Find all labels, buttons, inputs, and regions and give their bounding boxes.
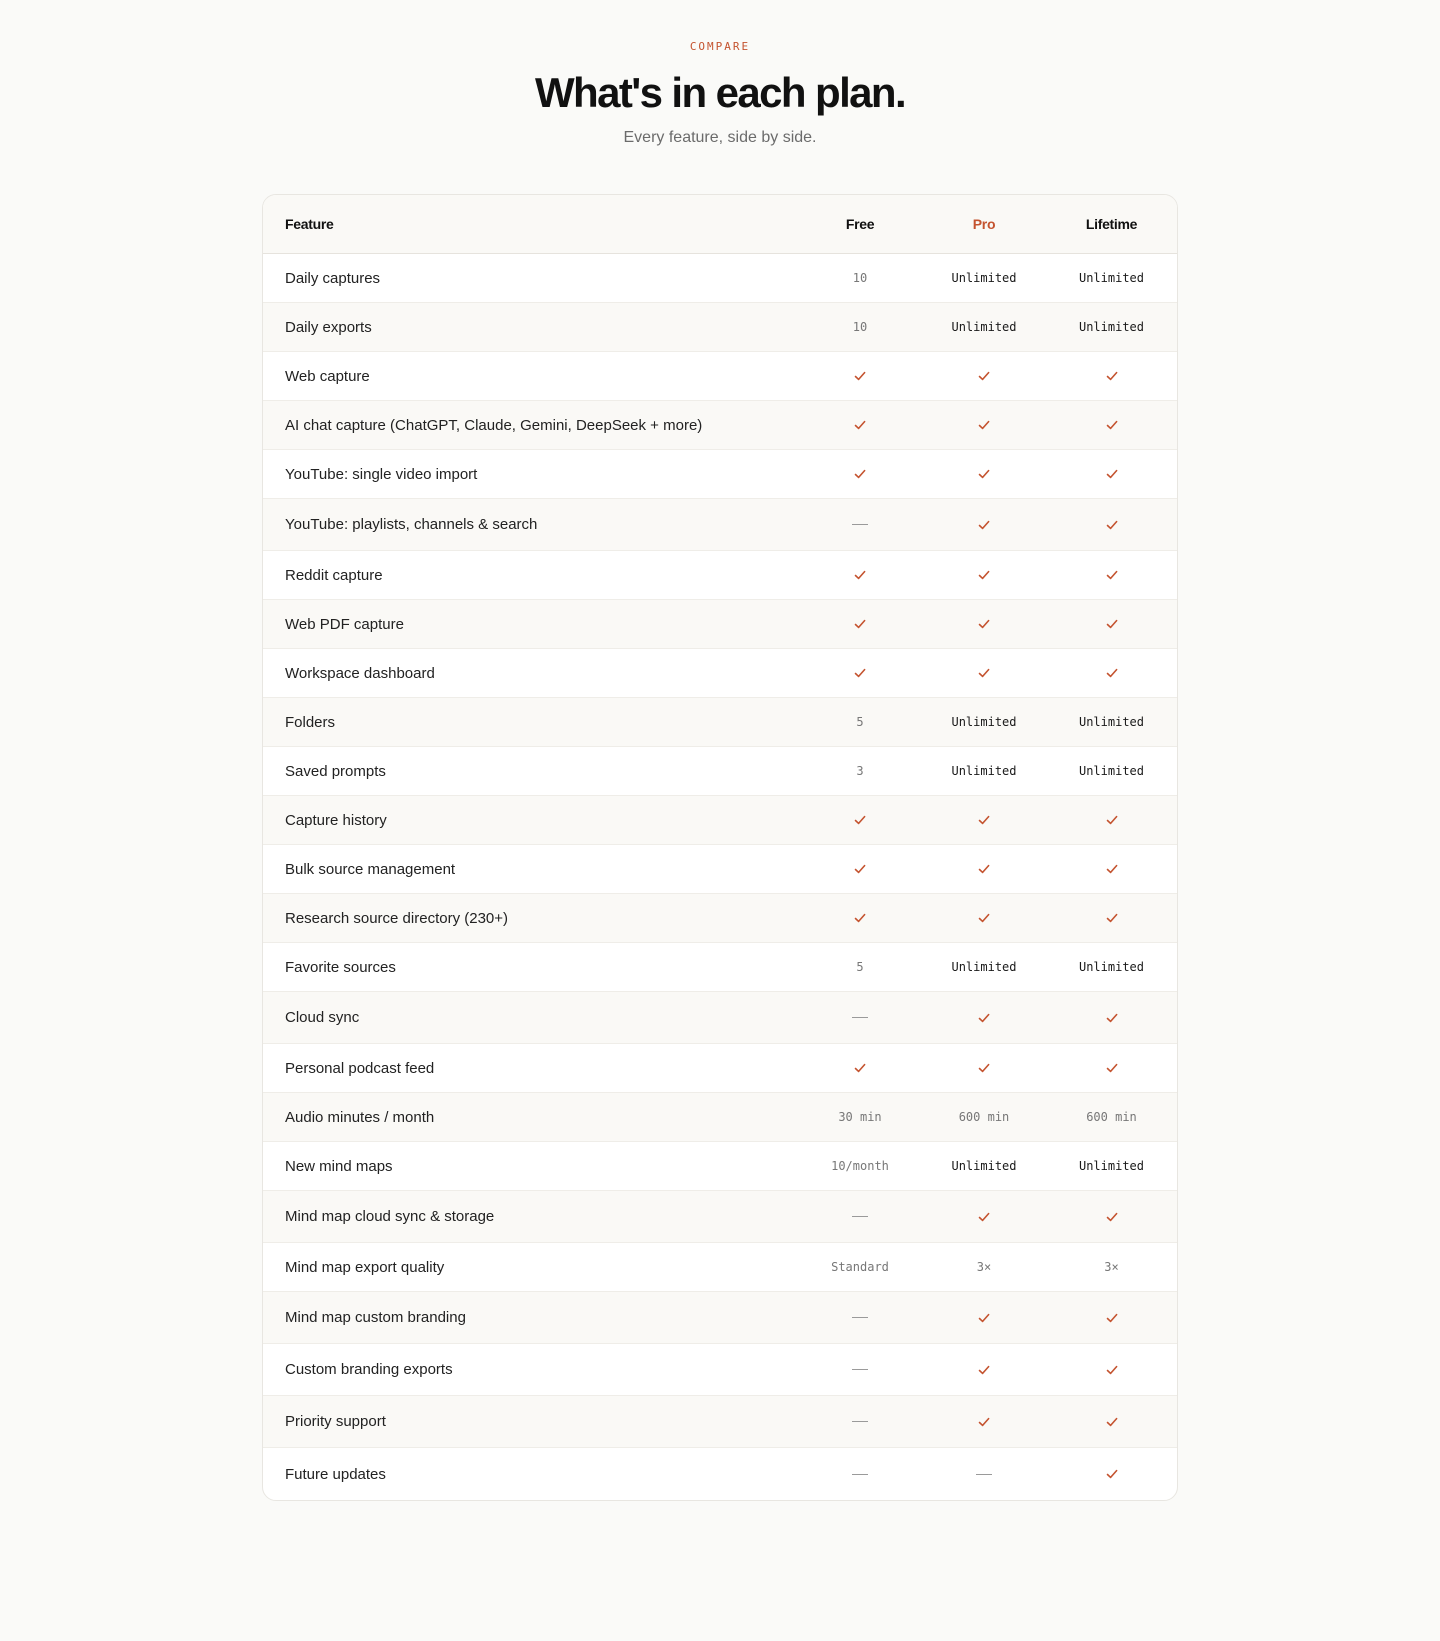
cell-pro	[922, 1210, 1046, 1224]
dash-icon	[852, 1216, 868, 1217]
check-icon	[977, 911, 991, 925]
plan-value: 600 min	[958, 1110, 1010, 1124]
eyebrow-label: COMPARE	[689, 40, 751, 53]
cell-pro	[922, 617, 1046, 631]
check-icon	[1105, 1011, 1119, 1025]
cell-pro	[922, 320, 1046, 334]
check-icon	[1105, 1415, 1119, 1429]
table-row	[263, 551, 1177, 600]
check-icon	[977, 369, 991, 383]
page-title: What's in each plan.	[534, 69, 906, 116]
cell-lifetime	[1046, 911, 1177, 925]
dash-icon	[852, 1474, 868, 1475]
dash-icon	[852, 1017, 868, 1018]
column-header-pro: Pro	[972, 216, 996, 232]
cell-pro	[922, 518, 1046, 532]
feature-name: Web capture	[285, 367, 370, 385]
cell-lifetime	[1046, 666, 1177, 680]
table-row	[263, 1448, 1177, 1500]
cell-lifetime	[1046, 1260, 1177, 1274]
cell-pro	[922, 369, 1046, 383]
cell-pro	[922, 271, 1046, 285]
cell-lifetime	[1046, 418, 1177, 432]
feature-name: Folders	[285, 713, 336, 731]
check-icon	[977, 467, 991, 481]
table-row	[263, 894, 1177, 943]
check-icon	[977, 1061, 991, 1075]
plan-value: Unlimited	[951, 764, 1017, 778]
check-icon	[853, 862, 867, 876]
column-header-lifetime: Lifetime	[1085, 216, 1138, 232]
feature-name: Research source directory (230+)	[285, 909, 509, 927]
check-icon	[1105, 418, 1119, 432]
check-icon	[1105, 666, 1119, 680]
check-icon	[1105, 1061, 1119, 1075]
check-icon	[977, 418, 991, 432]
plan-value: Unlimited	[1078, 715, 1145, 729]
plan-value: Unlimited	[1078, 764, 1145, 778]
cell-lifetime	[1046, 1311, 1177, 1325]
check-icon	[853, 666, 867, 680]
table-row	[263, 1093, 1177, 1142]
check-icon	[1105, 617, 1119, 631]
table-row	[263, 1191, 1177, 1243]
cell-free	[798, 369, 922, 383]
cell-free	[798, 320, 922, 334]
cell-free	[798, 960, 922, 974]
feature-name: Priority support	[285, 1413, 386, 1430]
feature-name: Bulk source management	[285, 860, 456, 878]
cell-lifetime	[1046, 764, 1177, 778]
cell-pro	[922, 1260, 1046, 1274]
cell-free	[798, 568, 922, 582]
plan-value: Unlimited	[951, 271, 1017, 285]
cell-lifetime	[1046, 1210, 1177, 1224]
check-icon	[977, 1363, 991, 1377]
feature-name: Mind map cloud sync & storage	[285, 1208, 495, 1225]
cell-pro	[922, 862, 1046, 876]
cell-lifetime	[1046, 518, 1177, 532]
plan-value: Unlimited	[1078, 320, 1145, 334]
dash-icon	[852, 1421, 868, 1422]
check-icon	[977, 666, 991, 680]
column-header-feature: Feature	[285, 216, 334, 232]
cell-pro	[922, 1011, 1046, 1025]
page-subtitle: Every feature, side by side.	[623, 129, 817, 146]
feature-name: Audio minutes / month	[285, 1108, 435, 1126]
check-icon	[977, 617, 991, 631]
plan-value: 3×	[1104, 1260, 1119, 1274]
check-icon	[977, 862, 991, 876]
cell-lifetime	[1046, 320, 1177, 334]
feature-name: Daily exports	[285, 318, 372, 336]
feature-name: Custom branding exports	[285, 1361, 453, 1378]
plan-value: 600 min	[1086, 1110, 1137, 1124]
check-icon	[853, 568, 867, 582]
plan-value: 3×	[976, 1260, 992, 1274]
cell-pro	[922, 1110, 1046, 1124]
dash-icon	[852, 1317, 868, 1318]
cell-pro	[922, 1061, 1046, 1075]
cell-free	[798, 715, 922, 729]
cell-lifetime	[1046, 715, 1177, 729]
cell-pro	[922, 813, 1046, 827]
feature-name: AI chat capture (ChatGPT, Claude, Gemini, DeepSeek + more)	[285, 416, 703, 434]
plan-value: Unlimited	[951, 320, 1017, 334]
feature-name: YouTube: playlists, channels & search	[285, 516, 538, 533]
cell-free	[798, 467, 922, 481]
check-icon	[977, 1311, 991, 1325]
cell-pro	[922, 1311, 1046, 1325]
table-row	[263, 943, 1177, 992]
check-icon	[977, 813, 991, 827]
cell-pro	[922, 568, 1046, 582]
plan-value: Unlimited	[1078, 960, 1145, 974]
cell-free	[798, 1260, 922, 1274]
cell-free	[798, 418, 922, 432]
check-icon	[853, 467, 867, 481]
check-icon	[977, 1415, 991, 1429]
check-icon	[853, 617, 867, 631]
check-icon	[977, 1210, 991, 1224]
table-row	[263, 352, 1177, 401]
check-icon	[1105, 862, 1119, 876]
plan-value: 3	[856, 764, 864, 778]
cell-lifetime	[1046, 1415, 1177, 1429]
feature-name: Mind map export quality	[285, 1258, 445, 1276]
table-row	[263, 600, 1177, 649]
cell-lifetime	[1046, 1467, 1177, 1481]
check-icon	[977, 568, 991, 582]
cell-pro	[922, 467, 1046, 481]
cell-free	[798, 1317, 922, 1318]
table-row	[263, 499, 1177, 551]
check-icon	[1105, 369, 1119, 383]
table-row	[263, 450, 1177, 499]
cell-pro	[922, 715, 1046, 729]
cell-free	[798, 813, 922, 827]
table-row	[263, 1243, 1177, 1292]
plan-value: 5	[856, 715, 864, 729]
cell-free	[798, 1017, 922, 1018]
cell-lifetime	[1046, 862, 1177, 876]
cell-pro	[922, 666, 1046, 680]
cell-free	[798, 1110, 922, 1124]
table-row	[263, 649, 1177, 698]
cell-free	[798, 1159, 922, 1173]
cell-free	[798, 911, 922, 925]
cell-free	[798, 764, 922, 778]
feature-name: Web PDF capture	[285, 615, 404, 633]
plan-value: 10	[852, 320, 868, 334]
table-row	[263, 1044, 1177, 1093]
check-icon	[1105, 568, 1119, 582]
feature-name: Workspace dashboard	[285, 664, 435, 682]
cell-lifetime	[1046, 1011, 1177, 1025]
table-row	[263, 1396, 1177, 1448]
hero-section	[0, 0, 1440, 148]
check-icon	[1105, 1210, 1119, 1224]
table-row	[263, 698, 1177, 747]
cell-lifetime	[1046, 960, 1177, 974]
cell-lifetime	[1046, 1363, 1177, 1377]
cell-pro	[922, 911, 1046, 925]
cell-free	[798, 524, 922, 525]
feature-name: Saved prompts	[285, 762, 386, 780]
feature-name: Personal podcast feed	[285, 1059, 435, 1077]
check-icon	[853, 369, 867, 383]
cell-lifetime	[1046, 813, 1177, 827]
table-row	[263, 796, 1177, 845]
table-row	[263, 1142, 1177, 1191]
feature-name: YouTube: single video import	[285, 465, 478, 483]
plan-value: Unlimited	[951, 715, 1017, 729]
plan-value: Unlimited	[951, 1159, 1017, 1173]
cell-lifetime	[1046, 369, 1177, 383]
feature-name: Daily captures	[285, 269, 381, 287]
cell-lifetime	[1046, 617, 1177, 631]
cell-pro	[922, 1415, 1046, 1429]
cell-free	[798, 1474, 922, 1475]
check-icon	[1105, 467, 1119, 481]
table-row	[263, 845, 1177, 894]
plan-value: 30 min	[838, 1110, 882, 1124]
feature-name: Mind map custom branding	[285, 1309, 466, 1326]
check-icon	[1105, 911, 1119, 925]
check-icon	[1105, 1311, 1119, 1325]
plan-value: Standard	[831, 1260, 889, 1274]
dash-icon	[976, 1474, 992, 1475]
plan-value: Unlimited	[1078, 1159, 1145, 1173]
feature-name: Capture history	[285, 811, 387, 829]
check-icon	[1105, 1363, 1119, 1377]
table-row	[263, 254, 1177, 303]
check-icon	[1105, 1467, 1119, 1481]
comparison-table	[262, 194, 1178, 1501]
table-row	[263, 747, 1177, 796]
cell-pro	[922, 1159, 1046, 1173]
table-row	[263, 303, 1177, 352]
table-row	[263, 1292, 1177, 1344]
plan-value: 10	[852, 271, 868, 285]
cell-free	[798, 1061, 922, 1075]
plan-value: 10/month	[831, 1159, 889, 1173]
cell-pro	[922, 960, 1046, 974]
cell-lifetime	[1046, 1159, 1177, 1173]
table-body	[263, 254, 1177, 1500]
cell-pro	[922, 764, 1046, 778]
table-row	[263, 401, 1177, 450]
cell-pro	[922, 1363, 1046, 1377]
cell-lifetime	[1046, 1061, 1177, 1075]
check-icon	[1105, 518, 1119, 532]
table-row	[263, 992, 1177, 1044]
check-icon	[853, 418, 867, 432]
plan-value: Unlimited	[951, 960, 1017, 974]
check-icon	[977, 1011, 991, 1025]
cell-lifetime	[1046, 271, 1177, 285]
cell-free	[798, 271, 922, 285]
feature-name: Future updates	[285, 1465, 386, 1483]
cell-free	[798, 862, 922, 876]
cell-lifetime	[1046, 568, 1177, 582]
check-icon	[853, 813, 867, 827]
dash-icon	[852, 524, 868, 525]
cell-lifetime	[1046, 1110, 1177, 1124]
plan-value: 5	[856, 960, 864, 974]
feature-name: Cloud sync	[285, 1009, 360, 1026]
cell-pro	[922, 418, 1046, 432]
plan-value: Unlimited	[1078, 271, 1145, 285]
cell-free	[798, 1421, 922, 1422]
check-icon	[853, 1061, 867, 1075]
check-icon	[977, 518, 991, 532]
feature-name: New mind maps	[285, 1157, 393, 1175]
check-icon	[853, 911, 867, 925]
dash-icon	[852, 1369, 868, 1370]
cell-pro	[922, 1474, 1046, 1475]
table-header-row	[263, 195, 1177, 254]
check-icon	[1105, 813, 1119, 827]
cell-lifetime	[1046, 467, 1177, 481]
cell-free	[798, 666, 922, 680]
feature-name: Reddit capture	[285, 566, 383, 584]
feature-name: Favorite sources	[285, 958, 396, 976]
table-row	[263, 1344, 1177, 1396]
cell-free	[798, 1369, 922, 1370]
cell-free	[798, 1216, 922, 1217]
cell-free	[798, 617, 922, 631]
column-header-free: Free	[845, 216, 875, 232]
